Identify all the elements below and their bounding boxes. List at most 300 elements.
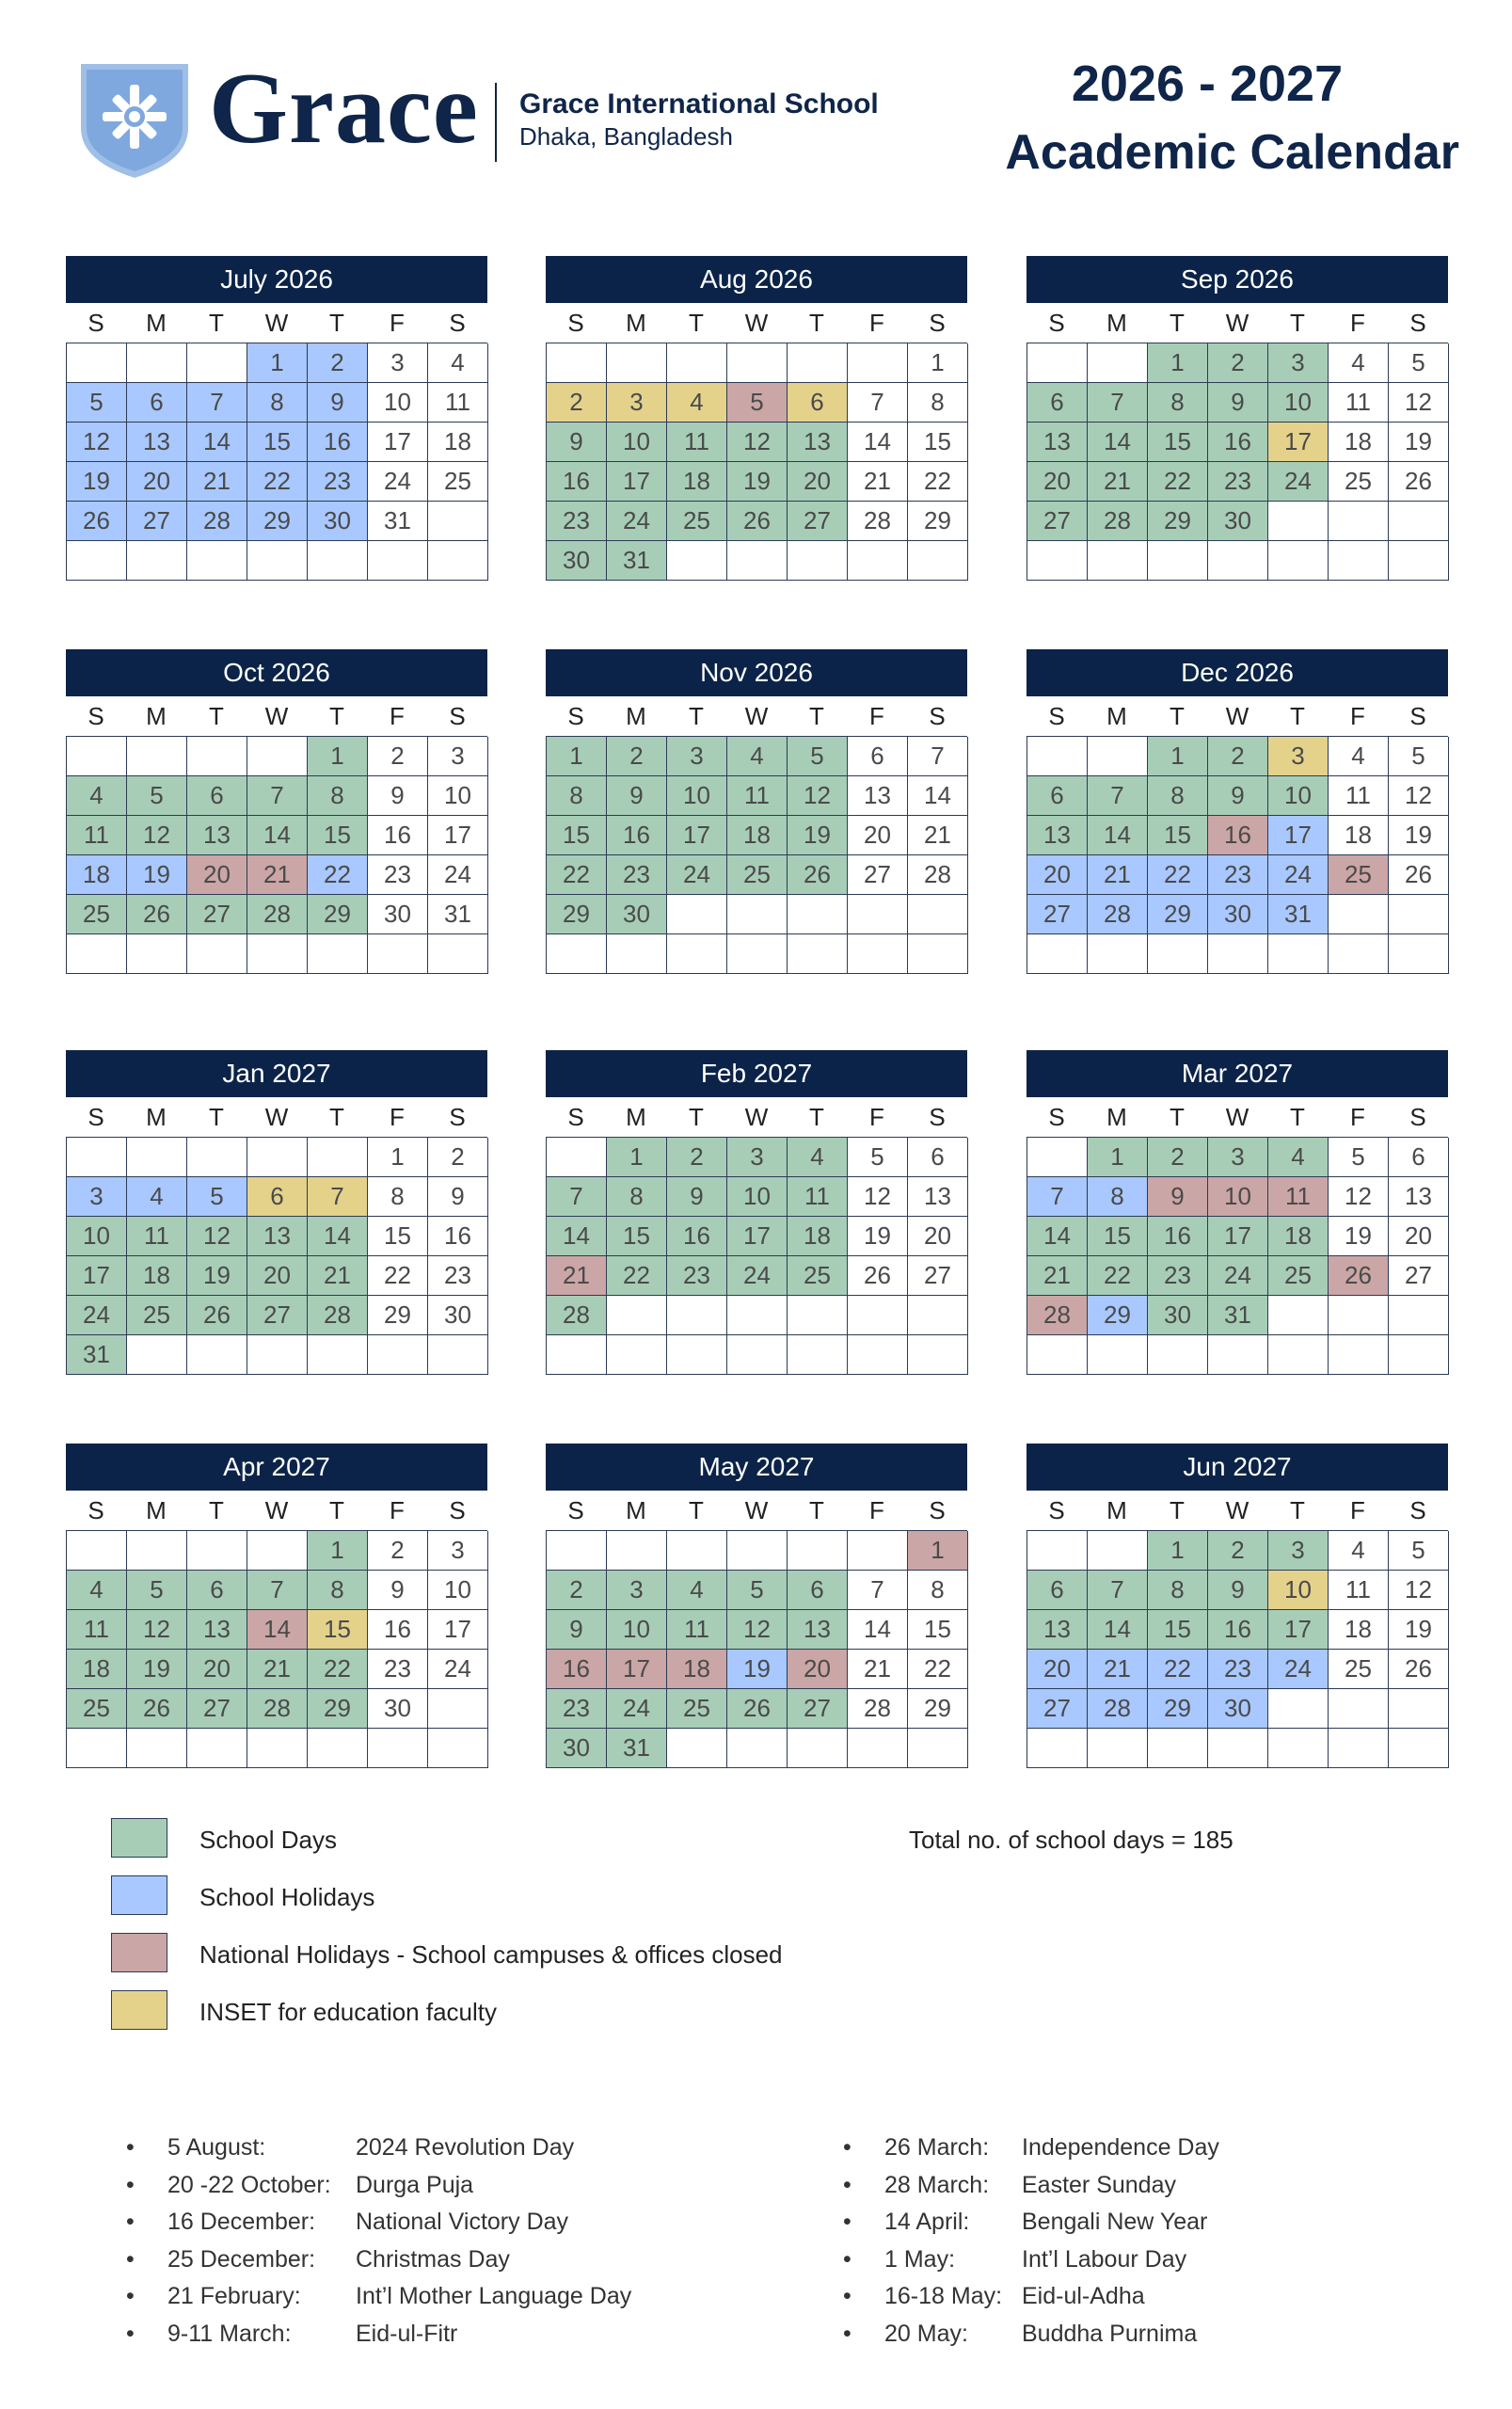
school-crest-logo: [79, 62, 190, 180]
day-cell: 19: [187, 1256, 247, 1296]
legend-swatch: [111, 1875, 167, 1915]
day-cell: 21: [1027, 1256, 1088, 1296]
weekday-label: T: [1170, 702, 1185, 730]
day-cell: 20: [1027, 1650, 1088, 1689]
empty-cell: [67, 934, 127, 974]
day-cell: 18: [127, 1256, 187, 1296]
day-cell: 14: [1088, 816, 1148, 855]
day-cell: 19: [1389, 1610, 1449, 1650]
day-cell: 8: [547, 776, 607, 816]
day-cell: 20: [127, 462, 187, 502]
holiday-item: [126, 2209, 785, 2241]
day-cell: 8: [247, 383, 308, 423]
day-cell: 18: [1329, 1610, 1389, 1650]
day-cell: 12: [187, 1217, 247, 1256]
empty-cell: [247, 737, 308, 776]
day-cell: 17: [428, 1610, 488, 1650]
empty-cell: [1268, 1729, 1329, 1768]
day-cell: 13: [127, 423, 187, 462]
weekday-label: T: [1170, 1103, 1185, 1131]
holiday-item: [843, 2246, 1502, 2278]
weekday-label: W: [264, 1103, 289, 1131]
holiday-date: 20 May:: [884, 2320, 968, 2347]
weekday-label: M: [1106, 702, 1127, 730]
weekday-label: T: [209, 702, 224, 730]
day-cell: 26: [848, 1256, 908, 1296]
empty-cell: [1027, 1531, 1088, 1571]
day-cell: 15: [308, 1610, 368, 1650]
weekday-label: S: [567, 1496, 584, 1524]
holiday-item: [126, 2246, 785, 2278]
day-cell: 30: [1208, 895, 1268, 934]
day-cell: 2: [667, 1138, 727, 1177]
day-cell: 15: [607, 1217, 667, 1256]
month-calendar: [1027, 1050, 1448, 1375]
holiday-date: 9-11 March:: [167, 2320, 292, 2347]
weekday-label: T: [689, 1103, 704, 1131]
month-title: Mar 2027: [1027, 1050, 1448, 1097]
day-cell: 20: [1389, 1217, 1449, 1256]
day-cell: 2: [547, 1571, 607, 1610]
day-grid: [546, 1137, 967, 1375]
day-cell: 25: [1329, 1650, 1389, 1689]
day-cell: 23: [428, 1256, 488, 1296]
day-cell: 23: [607, 855, 667, 895]
day-cell: 20: [1027, 855, 1088, 895]
day-cell: 11: [667, 423, 727, 462]
empty-cell: [247, 541, 308, 581]
day-cell: 29: [1148, 502, 1208, 541]
weekday-header-row: [1027, 1097, 1448, 1137]
day-cell: 9: [1208, 383, 1268, 423]
day-cell: 2: [308, 343, 368, 383]
day-cell: 27: [788, 1689, 848, 1729]
day-cell: 25: [667, 1689, 727, 1729]
bullet-icon: •: [126, 2320, 135, 2347]
empty-cell: [428, 1729, 488, 1768]
day-cell: 31: [67, 1335, 127, 1375]
weekday-label: S: [1048, 702, 1065, 730]
day-cell: 24: [727, 1256, 788, 1296]
empty-cell: [1208, 1335, 1268, 1375]
bullet-icon: •: [843, 2171, 851, 2198]
empty-cell: [1027, 1138, 1088, 1177]
bullet-icon: •: [126, 2283, 135, 2309]
academic-year: 2026 - 2027: [1071, 56, 1344, 112]
day-cell: 28: [1088, 895, 1148, 934]
empty-cell: [67, 541, 127, 581]
holiday-date: 28 March:: [884, 2171, 990, 2198]
empty-cell: [1329, 502, 1389, 541]
weekday-label: S: [449, 1103, 466, 1131]
day-cell: 19: [127, 1650, 187, 1689]
empty-cell: [1268, 1689, 1329, 1729]
day-cell: 22: [908, 462, 968, 502]
day-cell: 13: [788, 423, 848, 462]
empty-cell: [1208, 1729, 1268, 1768]
day-cell: 9: [1208, 1571, 1268, 1610]
empty-cell: [187, 1729, 247, 1768]
weekday-label: F: [869, 309, 884, 337]
day-cell: 10: [727, 1177, 788, 1217]
weekday-label: M: [146, 1496, 167, 1524]
day-cell: 28: [1088, 502, 1148, 541]
day-cell: 5: [727, 1571, 788, 1610]
day-cell: 1: [607, 1138, 667, 1177]
empty-cell: [1268, 1335, 1329, 1375]
day-cell: 16: [1148, 1217, 1208, 1256]
day-grid: [546, 736, 967, 974]
weekday-label: T: [329, 1496, 344, 1524]
empty-cell: [1148, 1729, 1208, 1768]
day-cell: 31: [1268, 895, 1329, 934]
empty-cell: [187, 1335, 247, 1375]
bullet-icon: •: [843, 2134, 851, 2161]
day-cell: 15: [908, 423, 968, 462]
day-cell: 13: [1027, 816, 1088, 855]
day-cell: 2: [1208, 737, 1268, 776]
weekday-label: T: [689, 702, 704, 730]
day-cell: 12: [1389, 383, 1449, 423]
day-cell: 11: [1268, 1177, 1329, 1217]
weekday-label: W: [744, 702, 769, 730]
holiday-date: 20 -22 October:: [167, 2171, 331, 2198]
day-cell: 3: [67, 1177, 127, 1217]
weekday-label: S: [567, 1103, 584, 1131]
day-cell: 27: [187, 895, 247, 934]
day-cell: 21: [247, 1650, 308, 1689]
empty-cell: [1088, 541, 1148, 581]
holiday-name: Easter Sunday: [1022, 2171, 1176, 2198]
weekday-label: M: [626, 702, 646, 730]
holiday-name: Independence Day: [1022, 2134, 1219, 2161]
day-cell: 22: [607, 1256, 667, 1296]
weekday-label: S: [567, 309, 584, 337]
day-cell: 30: [1208, 1689, 1268, 1729]
day-cell: 26: [67, 502, 127, 541]
bullet-icon: •: [843, 2209, 851, 2235]
day-cell: 14: [247, 1610, 308, 1650]
day-cell: 13: [1027, 1610, 1088, 1650]
weekday-label: S: [929, 1103, 946, 1131]
empty-cell: [607, 1296, 667, 1335]
day-cell: 4: [667, 383, 727, 423]
day-cell: 7: [848, 1571, 908, 1610]
day-cell: 1: [1148, 1531, 1208, 1571]
day-cell: 19: [727, 462, 788, 502]
day-cell: 12: [848, 1177, 908, 1217]
empty-cell: [187, 934, 247, 974]
day-cell: 19: [727, 1650, 788, 1689]
empty-cell: [547, 1335, 607, 1375]
day-cell: 4: [67, 1571, 127, 1610]
weekday-header-row: [66, 303, 487, 343]
day-cell: 2: [607, 737, 667, 776]
weekday-label: S: [88, 1103, 104, 1131]
day-cell: 16: [1208, 423, 1268, 462]
day-cell: 23: [1208, 1650, 1268, 1689]
empty-cell: [727, 1531, 788, 1571]
day-cell: 2: [368, 1531, 428, 1571]
empty-cell: [67, 343, 127, 383]
legend-label: National Holidays - School campuses & offices closed: [199, 1940, 783, 1969]
day-cell: 11: [127, 1217, 187, 1256]
day-cell: 11: [1329, 383, 1389, 423]
holiday-name: 2024 Revolution Day: [356, 2134, 575, 2161]
day-cell: 1: [1088, 1138, 1148, 1177]
day-cell: 5: [187, 1177, 247, 1217]
day-cell: 6: [1389, 1138, 1449, 1177]
day-cell: 26: [127, 895, 187, 934]
weekday-label: M: [626, 1103, 646, 1131]
empty-cell: [1329, 895, 1389, 934]
month-title: Jun 2027: [1027, 1444, 1448, 1491]
weekday-label: M: [1106, 1496, 1127, 1524]
day-cell: 6: [848, 737, 908, 776]
day-cell: 20: [187, 1650, 247, 1689]
weekday-label: T: [689, 309, 704, 337]
legend-item: [111, 1875, 958, 1919]
empty-cell: [1329, 1689, 1389, 1729]
empty-cell: [848, 1729, 908, 1768]
day-cell: 29: [308, 1689, 368, 1729]
day-cell: 27: [1027, 502, 1088, 541]
day-cell: 13: [848, 776, 908, 816]
day-cell: 6: [788, 383, 848, 423]
empty-cell: [368, 1335, 428, 1375]
day-cell: 3: [667, 737, 727, 776]
day-cell: 2: [1148, 1138, 1208, 1177]
day-cell: 13: [1389, 1177, 1449, 1217]
day-cell: 3: [1268, 343, 1329, 383]
weekday-label: F: [390, 309, 405, 337]
day-cell: 30: [1148, 1296, 1208, 1335]
month-title: Sep 2026: [1027, 256, 1448, 303]
day-cell: 19: [788, 816, 848, 855]
day-cell: 7: [1088, 776, 1148, 816]
day-cell: 25: [1329, 462, 1389, 502]
day-cell: 18: [428, 423, 488, 462]
empty-cell: [788, 1729, 848, 1768]
empty-cell: [1088, 1335, 1148, 1375]
legend-swatch: [111, 1990, 167, 2030]
day-cell: 10: [428, 1571, 488, 1610]
day-cell: 25: [67, 895, 127, 934]
weekday-label: S: [449, 309, 466, 337]
day-cell: 12: [1389, 1571, 1449, 1610]
day-cell: 25: [667, 502, 727, 541]
bullet-icon: •: [843, 2320, 851, 2347]
day-cell: 21: [1088, 855, 1148, 895]
day-cell: 10: [667, 776, 727, 816]
day-cell: 29: [1088, 1296, 1148, 1335]
weekday-header-row: [1027, 303, 1448, 343]
empty-cell: [127, 541, 187, 581]
empty-cell: [727, 1729, 788, 1768]
day-cell: 4: [127, 1177, 187, 1217]
bullet-icon: •: [843, 2283, 851, 2309]
day-cell: 7: [247, 776, 308, 816]
weekday-label: M: [1106, 309, 1127, 337]
day-cell: 31: [1208, 1296, 1268, 1335]
weekday-label: S: [929, 309, 946, 337]
weekday-label: T: [689, 1496, 704, 1524]
weekday-label: F: [1350, 702, 1365, 730]
holiday-item: [126, 2172, 785, 2204]
weekday-header-row: [546, 303, 967, 343]
empty-cell: [67, 1531, 127, 1571]
day-cell: 21: [848, 462, 908, 502]
day-cell: 7: [1088, 1571, 1148, 1610]
day-cell: 2: [1208, 1531, 1268, 1571]
empty-cell: [127, 343, 187, 383]
day-cell: 16: [607, 816, 667, 855]
day-cell: 27: [187, 1689, 247, 1729]
day-cell: 9: [547, 423, 607, 462]
empty-cell: [247, 1531, 308, 1571]
day-cell: 14: [1027, 1217, 1088, 1256]
day-cell: 5: [1389, 343, 1449, 383]
day-cell: 10: [607, 1610, 667, 1650]
day-cell: 26: [1329, 1256, 1389, 1296]
empty-cell: [1268, 541, 1329, 581]
month-calendar: [546, 649, 967, 974]
day-cell: 12: [127, 1610, 187, 1650]
empty-cell: [67, 1729, 127, 1768]
empty-cell: [547, 934, 607, 974]
weekday-label: F: [1350, 309, 1365, 337]
day-cell: 21: [1088, 1650, 1148, 1689]
day-cell: 15: [1148, 1610, 1208, 1650]
holiday-date: 25 December:: [167, 2245, 316, 2273]
day-cell: 31: [428, 895, 488, 934]
day-cell: 26: [788, 855, 848, 895]
day-cell: 3: [368, 343, 428, 383]
weekday-label: S: [88, 1496, 104, 1524]
weekday-label: M: [146, 702, 167, 730]
day-cell: 27: [247, 1296, 308, 1335]
legend-item: [111, 1818, 958, 1861]
empty-cell: [308, 934, 368, 974]
school-name: Grace International School: [519, 88, 879, 120]
day-cell: 21: [247, 855, 308, 895]
day-cell: 6: [1027, 776, 1088, 816]
weekday-label: F: [390, 1103, 405, 1131]
day-cell: 27: [127, 502, 187, 541]
day-cell: 7: [1088, 383, 1148, 423]
empty-cell: [368, 541, 428, 581]
day-cell: 28: [848, 1689, 908, 1729]
day-cell: 24: [67, 1296, 127, 1335]
empty-cell: [607, 343, 667, 383]
day-cell: 15: [908, 1610, 968, 1650]
weekday-label: F: [390, 702, 405, 730]
day-cell: 12: [67, 423, 127, 462]
weekday-label: W: [264, 309, 289, 337]
weekday-label: W: [744, 1496, 769, 1524]
day-cell: 22: [368, 1256, 428, 1296]
day-cell: 11: [667, 1610, 727, 1650]
day-cell: 26: [727, 502, 788, 541]
day-cell: 3: [727, 1138, 788, 1177]
holiday-item: [843, 2283, 1502, 2315]
month-calendar: [66, 649, 487, 974]
weekday-label: W: [264, 1496, 289, 1524]
empty-cell: [788, 934, 848, 974]
empty-cell: [1389, 895, 1449, 934]
empty-cell: [667, 343, 727, 383]
day-cell: 22: [547, 855, 607, 895]
day-cell: 8: [607, 1177, 667, 1217]
day-cell: 7: [1027, 1177, 1088, 1217]
day-cell: 29: [908, 502, 968, 541]
day-cell: 16: [308, 423, 368, 462]
legend-label: INSET for education faculty: [199, 1998, 498, 2026]
day-cell: 22: [1148, 462, 1208, 502]
day-cell: 8: [1148, 776, 1208, 816]
day-cell: 18: [1268, 1217, 1329, 1256]
day-cell: 6: [1027, 383, 1088, 423]
day-cell: 13: [187, 1610, 247, 1650]
day-cell: 24: [1268, 855, 1329, 895]
day-cell: 24: [1268, 1650, 1329, 1689]
weekday-label: T: [209, 1103, 224, 1131]
day-cell: 4: [428, 343, 488, 383]
day-cell: 8: [908, 383, 968, 423]
day-cell: 2: [428, 1138, 488, 1177]
day-cell: 28: [187, 502, 247, 541]
month-calendar: [1027, 256, 1448, 581]
day-cell: 4: [667, 1571, 727, 1610]
empty-cell: [1389, 934, 1449, 974]
weekday-label: F: [869, 702, 884, 730]
day-cell: 25: [67, 1689, 127, 1729]
empty-cell: [1088, 934, 1148, 974]
day-cell: 18: [727, 816, 788, 855]
day-cell: 10: [1268, 776, 1329, 816]
weekday-label: T: [1170, 309, 1185, 337]
legend-swatch: [111, 1933, 167, 1972]
empty-cell: [667, 1296, 727, 1335]
day-cell: 15: [547, 816, 607, 855]
weekday-label: T: [809, 1496, 824, 1524]
weekday-header-row: [66, 696, 487, 736]
day-cell: 5: [127, 776, 187, 816]
weekday-label: T: [329, 309, 344, 337]
day-cell: 23: [547, 1689, 607, 1729]
empty-cell: [908, 541, 968, 581]
day-cell: 11: [727, 776, 788, 816]
empty-cell: [788, 1531, 848, 1571]
day-cell: 1: [308, 1531, 368, 1571]
day-cell: 16: [368, 1610, 428, 1650]
day-cell: 18: [67, 855, 127, 895]
calendar-title: Academic Calendar: [1005, 125, 1459, 180]
legend-item: [111, 1933, 958, 1976]
day-cell: 28: [1088, 1689, 1148, 1729]
day-cell: 28: [247, 1689, 308, 1729]
day-cell: 6: [908, 1138, 968, 1177]
day-cell: 30: [428, 1296, 488, 1335]
day-cell: 20: [187, 855, 247, 895]
weekday-label: F: [869, 1103, 884, 1131]
day-cell: 4: [788, 1138, 848, 1177]
day-grid: [66, 343, 487, 581]
day-cell: 19: [127, 855, 187, 895]
day-cell: 29: [1148, 895, 1208, 934]
day-cell: 8: [1148, 383, 1208, 423]
day-cell: 1: [547, 737, 607, 776]
